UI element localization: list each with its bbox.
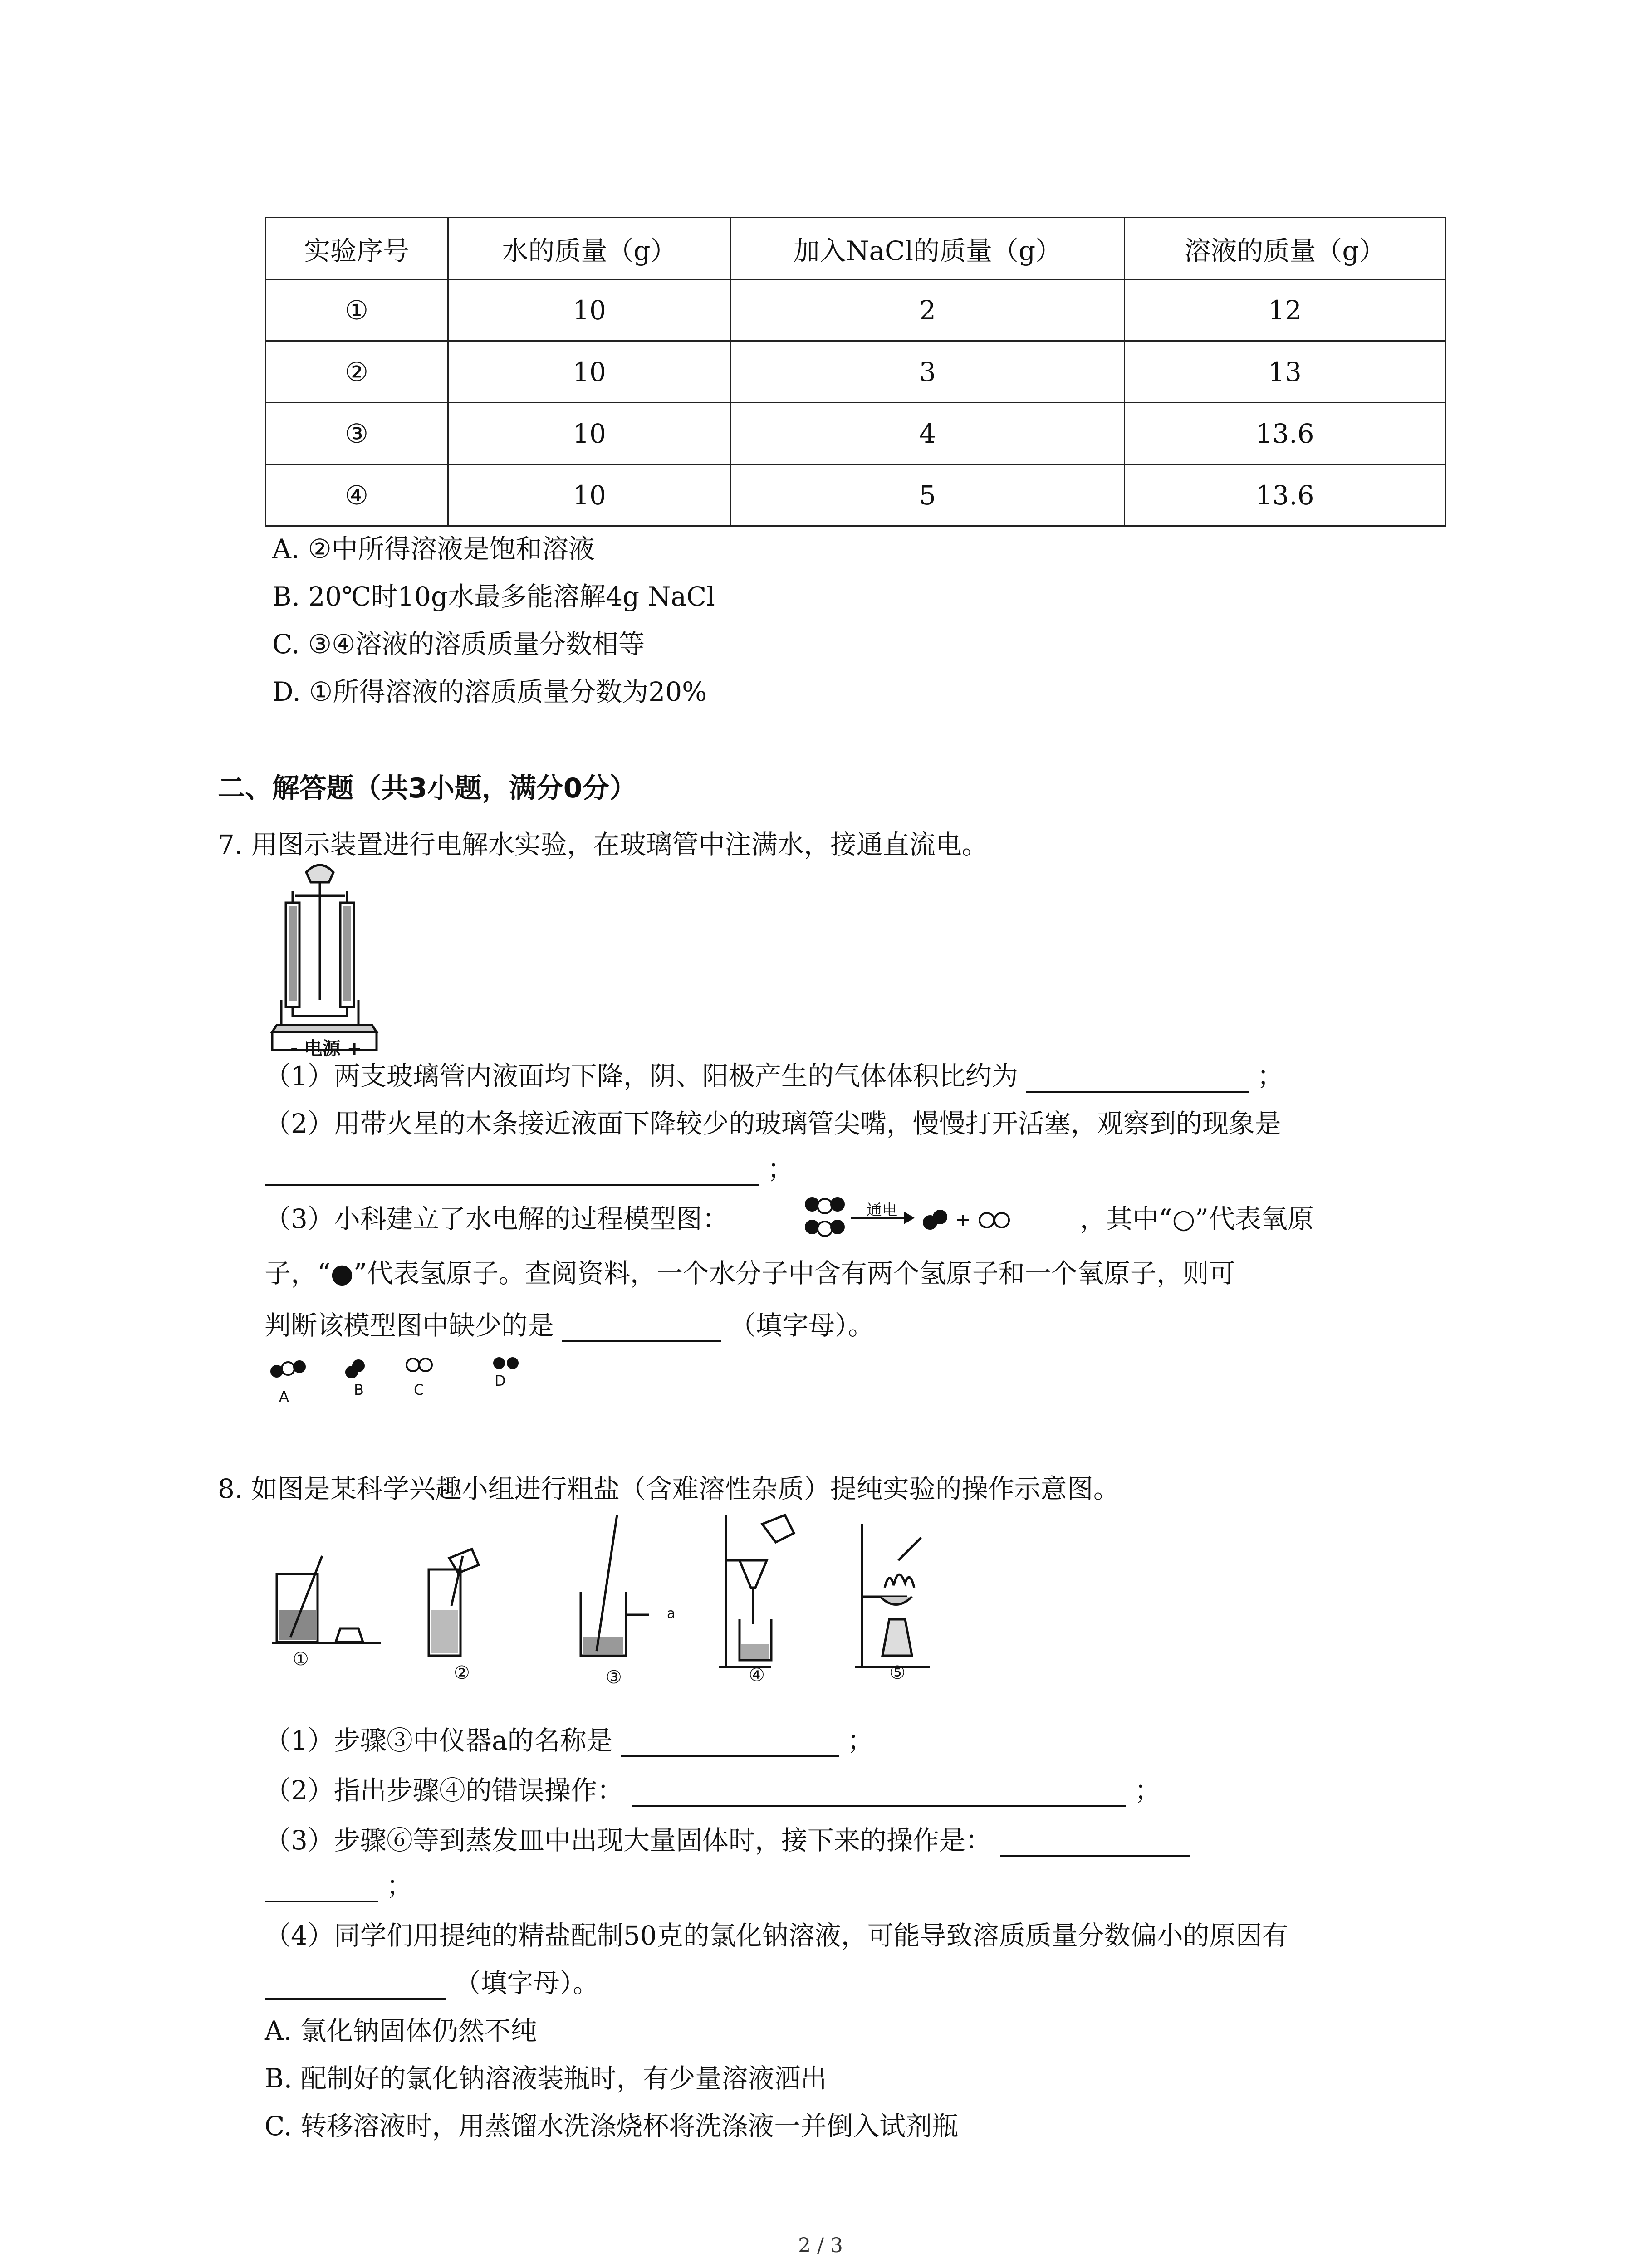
q7-part2: （2）用带火星的木条接近液面下降较少的玻璃管尖嘴，慢慢打开活塞，观察到的现象是 — [265, 1108, 1281, 1139]
q8-part2 — [265, 1769, 1161, 1807]
option-d: D. ①所得溶液的溶质质量分数为20% — [272, 676, 707, 707]
q7-part3d — [265, 1304, 874, 1342]
answer-blank[interactable] — [632, 1779, 1126, 1807]
step-label-2: ② — [454, 1662, 470, 1683]
table-header: 溶液的质量（g） — [1125, 218, 1445, 279]
answer-blank[interactable] — [265, 1972, 446, 2000]
answer-blank[interactable] — [1000, 1829, 1190, 1857]
arrow-label: 通电 — [867, 1201, 897, 1219]
q7-part3d-end: （填字母）。 — [729, 1310, 874, 1341]
q8-part4-end: （填字母）。 — [454, 1968, 599, 1999]
punct: ； — [847, 1725, 874, 1756]
answer-blank[interactable] — [265, 1874, 378, 1902]
q7-part2-blank-line — [265, 1148, 794, 1186]
table-header-row — [265, 218, 1445, 279]
salt-purification-steps — [272, 1506, 980, 1687]
choice-label-d: D — [495, 1372, 506, 1389]
choice-label-a: A — [279, 1388, 289, 1405]
table-cell: 10 — [448, 279, 731, 341]
table-cell: ④ — [265, 464, 448, 526]
q8-part1-text: （1）步骤③中仪器a的名称是 — [265, 1725, 613, 1756]
step-label-3: ③ — [606, 1667, 622, 1688]
table-cell: 4 — [731, 403, 1125, 464]
q8-option-b: B. 配制好的氯化钠溶液装瓶时，有少量溶液洒出 — [265, 2063, 827, 2094]
table-cell: ① — [265, 279, 448, 341]
electrolysis-model-figure — [794, 1195, 1066, 1241]
page-number: 2 / 3 — [798, 2234, 843, 2257]
punct: ； — [1134, 1775, 1161, 1806]
answer-blank[interactable] — [1026, 1065, 1249, 1093]
q8-option-a: A. 氯化钠固体仍然不纯 — [265, 2015, 537, 2046]
q8-part3-cont — [265, 1864, 412, 1902]
choice-label-b: B — [354, 1381, 364, 1398]
step-label-1: ① — [293, 1649, 309, 1670]
table-row — [265, 464, 1445, 526]
table-cell: 10 — [448, 403, 731, 464]
q8-part3 — [265, 1819, 1190, 1857]
table-header: 实验序号 — [265, 218, 448, 279]
table-header: 加入NaCl的质量（g） — [731, 218, 1125, 279]
q7-part1-text: （1）两支玻璃管内液面均下降，阴、阳极产生的气体体积比约为 — [265, 1061, 1018, 1091]
punct: ； — [1257, 1061, 1283, 1091]
answer-blank[interactable] — [621, 1729, 839, 1757]
experiment-table — [265, 217, 1446, 527]
table-cell: 3 — [731, 341, 1125, 403]
option-b: B. 20℃时10g水最多能溶解4g NaCl — [272, 581, 715, 612]
q7-part3a: （3）小科建立了水电解的过程模型图： — [265, 1203, 729, 1234]
table-row — [265, 341, 1445, 403]
table-cell: 13 — [1125, 341, 1445, 403]
table-header: 水的质量（g） — [448, 218, 731, 279]
table-cell: 5 — [731, 464, 1125, 526]
punct: ； — [767, 1154, 794, 1184]
table-cell: ③ — [265, 403, 448, 464]
table-cell: ② — [265, 341, 448, 403]
section-heading: 二、解答题（共3小题，满分0分） — [218, 772, 637, 804]
option-a: A. ②中所得溶液是饱和溶液 — [272, 533, 595, 564]
answer-blank[interactable] — [562, 1314, 721, 1342]
q7-stem: 7. 用图示装置进行电解水实验，在玻璃管中注满水，接通直流电。 — [218, 829, 988, 860]
q8-stem: 8. 如图是某科学兴趣小组进行粗盐（含难溶性杂质）提纯实验的操作示意图。 — [218, 1473, 1120, 1504]
q8-part4: （4）同学们用提纯的精盐配制50克的氯化钠溶液，可能导致溶质质量分数偏小的原因有 — [265, 1920, 1288, 1951]
q8-option-c: C. 转移溶液时，用蒸馏水洗涤烧杯将洗涤液一并倒入试剂瓶 — [265, 2111, 959, 2141]
table-cell: 2 — [731, 279, 1125, 341]
option-c: C. ③④溶液的溶质质量分数相等 — [272, 629, 645, 660]
power-label: - 电源 + — [290, 1038, 362, 1059]
q8-part2-text: （2）指出步骤④的错误操作： — [265, 1775, 623, 1806]
table-row — [265, 403, 1445, 464]
q7-part3d-text: 判断该模型图中缺少的是 — [265, 1310, 554, 1341]
q8-part3-text: （3）步骤⑥等到蒸发皿中出现大量固体时，接下来的操作是： — [265, 1825, 992, 1856]
q7-part1 — [265, 1055, 1283, 1093]
table-cell: 13.6 — [1125, 403, 1445, 464]
q7-choice-figures — [268, 1354, 549, 1408]
q7-part3b: ，其中“○”代表氧原 — [1080, 1203, 1314, 1234]
answer-blank[interactable] — [265, 1158, 759, 1186]
table-cell: 10 — [448, 341, 731, 403]
q8-part1 — [265, 1719, 873, 1757]
q8-part4-cont — [265, 1962, 599, 2000]
q7-part3c: 子，“●”代表氢原子。查阅资料，一个水分子中含有两个氢原子和一个氧原子，则可 — [265, 1258, 1235, 1289]
instrument-label-a: a — [667, 1606, 676, 1622]
step-label-4: ④ — [749, 1665, 765, 1686]
table-cell: 13.6 — [1125, 464, 1445, 526]
electrolysis-apparatus — [263, 864, 399, 1055]
table-cell: 12 — [1125, 279, 1445, 341]
table-row — [265, 279, 1445, 341]
choice-label-c: C — [414, 1381, 424, 1398]
table-cell: 10 — [448, 464, 731, 526]
punct: ； — [386, 1870, 413, 1901]
step-label-5: ⑤ — [889, 1662, 906, 1683]
